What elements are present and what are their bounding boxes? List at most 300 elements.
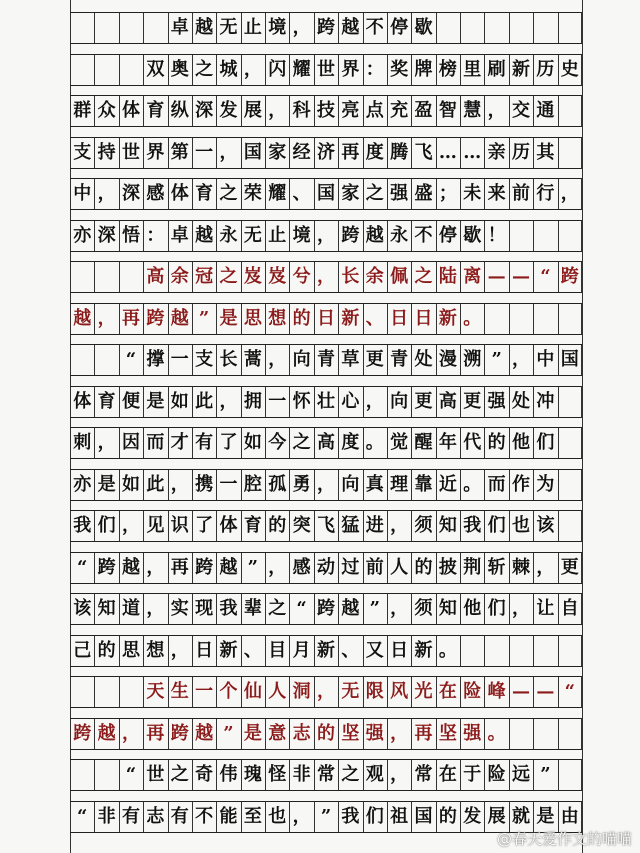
character: 才 bbox=[170, 432, 189, 453]
character: 跨 bbox=[146, 307, 165, 329]
character: 奖 bbox=[390, 58, 409, 80]
character: 在 bbox=[438, 764, 457, 785]
character: 们 bbox=[487, 598, 506, 619]
character: 人 bbox=[390, 556, 409, 578]
text-line bbox=[70, 55, 582, 85]
character: 日 bbox=[195, 639, 214, 661]
character: 有 bbox=[170, 805, 189, 827]
character: ， bbox=[316, 266, 335, 287]
character: 新 bbox=[316, 639, 335, 661]
character: 冠 bbox=[195, 266, 214, 287]
character: 岌 bbox=[243, 266, 262, 287]
character: 、 bbox=[341, 639, 360, 661]
character: 支 bbox=[73, 141, 92, 163]
character: 持 bbox=[97, 141, 116, 163]
character: 、 bbox=[365, 307, 384, 329]
character: 新 bbox=[512, 58, 531, 80]
character: 该 bbox=[73, 598, 92, 619]
text-line bbox=[70, 636, 582, 666]
character: 目 bbox=[268, 639, 287, 661]
character: 歇 bbox=[414, 17, 433, 38]
character: 。 bbox=[487, 722, 506, 744]
character: 他 bbox=[512, 432, 531, 453]
character: 止 bbox=[268, 224, 287, 246]
character: 悟 bbox=[121, 224, 140, 246]
character: 里 bbox=[463, 58, 482, 80]
character: 醒 bbox=[414, 432, 433, 453]
character: — bbox=[512, 266, 531, 287]
character: ， bbox=[292, 805, 311, 827]
character: 越 bbox=[341, 17, 360, 38]
text-line bbox=[70, 304, 582, 334]
character: 前 bbox=[512, 183, 531, 204]
character: 历 bbox=[536, 58, 555, 80]
character: 洞 bbox=[292, 681, 311, 702]
character: 更 bbox=[414, 390, 433, 412]
character: 天 bbox=[146, 681, 165, 702]
character: 展 bbox=[487, 805, 506, 827]
character: 更 bbox=[365, 349, 384, 370]
character: 充 bbox=[390, 100, 409, 121]
character: 道 bbox=[121, 598, 140, 619]
character: 非 bbox=[97, 805, 116, 827]
character: 之 bbox=[365, 183, 384, 204]
character: 进 bbox=[365, 515, 384, 536]
character: 跨 bbox=[316, 598, 335, 619]
character: 是 bbox=[146, 390, 165, 412]
character: ， bbox=[487, 100, 506, 121]
character bbox=[94, 677, 118, 707]
character: 国 bbox=[414, 805, 433, 827]
character: 发 bbox=[463, 805, 482, 827]
character: 停 bbox=[390, 17, 409, 38]
character: “ bbox=[125, 349, 137, 370]
character: 于 bbox=[463, 764, 482, 785]
character: 坚 bbox=[438, 722, 457, 744]
character: 向 bbox=[292, 349, 311, 370]
character: 育 bbox=[243, 515, 262, 536]
character: 处 bbox=[512, 390, 531, 412]
character: 第 bbox=[170, 141, 189, 163]
character: “ bbox=[540, 266, 551, 287]
character: 展 bbox=[243, 100, 262, 121]
character: 强 bbox=[463, 722, 482, 744]
character: 跨 bbox=[560, 266, 579, 287]
character: 真 bbox=[365, 473, 384, 495]
character: 、 bbox=[292, 183, 311, 204]
character bbox=[119, 677, 143, 707]
character: ， bbox=[121, 515, 140, 536]
character: 越 bbox=[195, 17, 214, 38]
character: 一 bbox=[268, 390, 287, 412]
character: 孤 bbox=[268, 473, 287, 495]
character: — bbox=[512, 681, 531, 702]
character: 之 bbox=[268, 598, 287, 619]
character: 世 bbox=[316, 58, 335, 80]
character: 因 bbox=[121, 432, 140, 453]
character: 余 bbox=[170, 266, 189, 287]
character: 刺 bbox=[73, 432, 92, 453]
character: 科 bbox=[292, 100, 311, 121]
text-line bbox=[70, 470, 582, 500]
text-line bbox=[70, 802, 582, 832]
character: 再 bbox=[414, 722, 433, 744]
character: ” bbox=[369, 598, 380, 619]
character bbox=[70, 13, 94, 43]
character: 新 bbox=[414, 639, 433, 661]
character: 之 bbox=[341, 764, 360, 785]
character: 草 bbox=[341, 349, 360, 370]
character: ： bbox=[146, 224, 165, 246]
character: 拥 bbox=[243, 390, 262, 412]
character: 怪 bbox=[268, 764, 287, 785]
character: 怀 bbox=[292, 390, 311, 412]
character: 家 bbox=[268, 141, 287, 163]
character: ， bbox=[268, 100, 287, 121]
character: ” bbox=[540, 764, 551, 785]
character: 飞 bbox=[414, 141, 433, 163]
character: 也 bbox=[268, 805, 287, 827]
character: 光 bbox=[414, 681, 433, 702]
character bbox=[143, 13, 167, 43]
character: 世 bbox=[146, 764, 165, 785]
character: 须 bbox=[414, 515, 433, 536]
character: 刷 bbox=[487, 58, 506, 80]
character: 行 bbox=[536, 183, 555, 204]
character: 新 bbox=[438, 307, 457, 329]
character: “ bbox=[296, 598, 307, 619]
character: 伟 bbox=[219, 764, 238, 785]
character: 体 bbox=[219, 515, 238, 536]
character bbox=[70, 345, 94, 375]
character: … bbox=[438, 141, 457, 163]
character: 通 bbox=[536, 100, 555, 121]
character: 亮 bbox=[341, 100, 360, 121]
character: 坚 bbox=[341, 722, 360, 744]
character: 思 bbox=[243, 307, 262, 329]
character: 前 bbox=[365, 556, 384, 578]
character: ， bbox=[97, 307, 116, 329]
character: 不 bbox=[365, 17, 384, 38]
character: 跨 bbox=[97, 556, 116, 578]
character: 深 bbox=[195, 100, 214, 121]
character: ， bbox=[316, 224, 335, 246]
character: 觉 bbox=[390, 432, 409, 453]
character: 越 bbox=[170, 307, 189, 329]
character: 生 bbox=[170, 681, 189, 702]
character: ， bbox=[512, 349, 531, 370]
character: 了 bbox=[219, 432, 238, 453]
character: 更 bbox=[463, 390, 482, 412]
watermark: @春天爱作文的喵喵 bbox=[496, 830, 632, 848]
character: 来 bbox=[487, 183, 506, 204]
character: 国 bbox=[560, 349, 579, 370]
character: 让 bbox=[536, 598, 555, 619]
text-line bbox=[70, 345, 582, 375]
character: 险 bbox=[463, 681, 482, 702]
character: ， bbox=[268, 349, 287, 370]
character: ， bbox=[219, 141, 238, 163]
character: 一 bbox=[219, 473, 238, 495]
character: 史 bbox=[560, 58, 579, 80]
character: 一 bbox=[195, 681, 214, 702]
character: 漫 bbox=[438, 349, 457, 370]
character: ， bbox=[365, 390, 384, 412]
character: 想 bbox=[146, 639, 165, 661]
character: 识 bbox=[170, 515, 189, 536]
character: 日 bbox=[390, 307, 409, 329]
character: 处 bbox=[414, 349, 433, 370]
character: 度 bbox=[365, 141, 384, 163]
character: 越 bbox=[219, 556, 238, 578]
character: 携 bbox=[195, 473, 214, 495]
character: 仙 bbox=[243, 681, 262, 702]
character: 现 bbox=[195, 598, 214, 619]
character: 我 bbox=[341, 805, 360, 827]
character: 他 bbox=[463, 598, 482, 619]
character: 不 bbox=[414, 224, 433, 246]
character: ” bbox=[491, 349, 502, 370]
character: 越 bbox=[121, 556, 140, 578]
character: 高 bbox=[438, 390, 457, 412]
character: 知 bbox=[97, 598, 116, 619]
character: 越 bbox=[195, 722, 214, 744]
character: 跨 bbox=[170, 722, 189, 744]
character: 强 bbox=[487, 390, 506, 412]
character: 险 bbox=[487, 764, 506, 785]
character: 之 bbox=[170, 764, 189, 785]
character: 发 bbox=[219, 100, 238, 121]
character: 越 bbox=[365, 224, 384, 246]
character: 在 bbox=[438, 681, 457, 702]
character: ， bbox=[536, 556, 555, 578]
character: ， bbox=[390, 764, 409, 785]
character: 飞 bbox=[316, 515, 335, 536]
character: 青 bbox=[316, 349, 335, 370]
character: ， bbox=[560, 183, 579, 204]
character: 我 bbox=[463, 515, 482, 536]
character: ， bbox=[170, 639, 189, 661]
character: 有 bbox=[121, 805, 140, 827]
character: 由 bbox=[560, 805, 579, 827]
character: 们 bbox=[365, 805, 384, 827]
character bbox=[94, 760, 118, 790]
character: ， bbox=[268, 556, 287, 578]
character: 国 bbox=[316, 183, 335, 204]
character: 亦 bbox=[73, 224, 92, 246]
character: 众 bbox=[97, 100, 116, 121]
character: 近 bbox=[438, 473, 457, 495]
character: 境 bbox=[292, 224, 311, 246]
character: 荣 bbox=[243, 183, 262, 204]
character: 再 bbox=[341, 141, 360, 163]
character: 的 bbox=[268, 515, 287, 536]
character: 动 bbox=[316, 556, 335, 578]
character: 是 bbox=[243, 722, 262, 744]
character: ， bbox=[316, 473, 335, 495]
character bbox=[70, 55, 94, 85]
character: 腾 bbox=[390, 141, 409, 163]
character: 未 bbox=[463, 183, 482, 204]
character: 无 bbox=[219, 17, 238, 38]
character: 壮 bbox=[316, 390, 335, 412]
character: 有 bbox=[195, 432, 214, 453]
character: 无 bbox=[341, 681, 360, 702]
character bbox=[94, 55, 118, 85]
character: 勇 bbox=[292, 473, 311, 495]
character: 耀 bbox=[292, 58, 311, 80]
character: 再 bbox=[121, 307, 140, 329]
character: 过 bbox=[341, 556, 360, 578]
character: 作 bbox=[512, 473, 531, 495]
character: 家 bbox=[341, 183, 360, 204]
character: 猛 bbox=[341, 515, 360, 536]
character: 亲 bbox=[487, 141, 506, 163]
character: 人 bbox=[268, 681, 287, 702]
character: 育 bbox=[195, 183, 214, 204]
character: 风 bbox=[390, 681, 409, 702]
character: “ bbox=[77, 805, 88, 827]
character: 至 bbox=[243, 805, 262, 827]
character: 荆 bbox=[463, 556, 482, 578]
character: 腔 bbox=[243, 473, 262, 495]
character: 界 bbox=[341, 58, 360, 80]
text-line bbox=[70, 594, 582, 624]
character: 的 bbox=[316, 722, 335, 744]
character: 就 bbox=[512, 805, 531, 827]
character: 棘 bbox=[512, 556, 531, 578]
character: 理 bbox=[390, 473, 409, 495]
character: 峰 bbox=[487, 681, 506, 702]
character: 此 bbox=[195, 390, 214, 412]
character: 是 bbox=[219, 307, 238, 329]
character: 度 bbox=[341, 432, 360, 453]
character: … bbox=[463, 141, 482, 163]
character: 瑰 bbox=[243, 764, 262, 785]
character: 的 bbox=[292, 307, 311, 329]
character: 榜 bbox=[438, 58, 457, 80]
character: 的 bbox=[414, 556, 433, 578]
character: 日 bbox=[390, 639, 409, 661]
character: 跨 bbox=[73, 722, 92, 744]
character: 越 bbox=[97, 722, 116, 744]
character bbox=[70, 760, 94, 790]
character: 济 bbox=[316, 141, 335, 163]
character: “ bbox=[125, 764, 137, 785]
character: 岌 bbox=[268, 266, 287, 287]
character: 知 bbox=[438, 598, 457, 619]
character: 靠 bbox=[414, 473, 433, 495]
character: 支 bbox=[195, 349, 214, 370]
character: 奥 bbox=[170, 58, 189, 80]
character: 观 bbox=[365, 764, 384, 785]
character: 歇 bbox=[463, 224, 482, 246]
character: 。 bbox=[463, 307, 482, 329]
character: ， bbox=[243, 58, 262, 80]
character: 越 bbox=[195, 224, 214, 246]
character: 的 bbox=[97, 639, 116, 661]
character: 强 bbox=[390, 183, 409, 204]
character: 之 bbox=[414, 266, 433, 287]
character bbox=[94, 13, 118, 43]
character: 牌 bbox=[414, 58, 433, 80]
character: 辈 bbox=[243, 598, 262, 619]
text-line bbox=[70, 428, 582, 458]
character: 此 bbox=[146, 473, 165, 495]
character: 限 bbox=[365, 681, 384, 702]
character: 向 bbox=[341, 473, 360, 495]
character: ， bbox=[292, 17, 311, 38]
character: 体 bbox=[170, 183, 189, 204]
character bbox=[119, 13, 143, 43]
character: 披 bbox=[438, 556, 457, 578]
character: 青 bbox=[390, 349, 409, 370]
character: 见 bbox=[146, 515, 165, 536]
character: 代 bbox=[463, 432, 482, 453]
character: 年 bbox=[438, 432, 457, 453]
character: 便 bbox=[121, 390, 140, 412]
character: 实 bbox=[170, 598, 189, 619]
character: ， bbox=[121, 722, 140, 744]
character: 己 bbox=[73, 639, 92, 661]
character: 陆 bbox=[438, 266, 457, 287]
character: 蒿 bbox=[243, 349, 262, 370]
character: — bbox=[487, 266, 506, 287]
character: 长 bbox=[219, 349, 238, 370]
character: ， bbox=[512, 598, 531, 619]
character: ， bbox=[390, 722, 409, 744]
character: 经 bbox=[292, 141, 311, 163]
character: 佩 bbox=[390, 266, 409, 287]
character: ” bbox=[198, 307, 210, 329]
character: 双 bbox=[146, 58, 165, 80]
character: 育 bbox=[97, 390, 116, 412]
character bbox=[119, 262, 143, 292]
character: 体 bbox=[121, 100, 140, 121]
character: 是 bbox=[536, 805, 555, 827]
character: 纵 bbox=[170, 100, 189, 121]
character: 。 bbox=[463, 473, 482, 495]
character: 思 bbox=[121, 639, 140, 661]
character: 也 bbox=[512, 515, 531, 536]
character: 永 bbox=[219, 224, 238, 246]
character: ： bbox=[365, 58, 384, 80]
character: 兮 bbox=[292, 266, 311, 287]
character: 斩 bbox=[487, 556, 506, 578]
character: 祖 bbox=[390, 805, 409, 827]
character bbox=[119, 55, 143, 85]
character: ， bbox=[390, 598, 409, 619]
text-line bbox=[70, 553, 582, 583]
character: 。 bbox=[438, 639, 457, 661]
character: 闪 bbox=[268, 58, 287, 80]
character: 们 bbox=[97, 515, 116, 536]
character: 停 bbox=[438, 224, 457, 246]
character: 止 bbox=[243, 17, 262, 38]
character: 如 bbox=[170, 390, 189, 412]
character: 群 bbox=[73, 100, 92, 121]
character: 新 bbox=[219, 639, 238, 661]
text-line bbox=[70, 138, 582, 168]
character: 撑 bbox=[146, 349, 165, 370]
character: 国 bbox=[243, 141, 262, 163]
text-line bbox=[70, 387, 582, 417]
character bbox=[70, 677, 94, 707]
character: 非 bbox=[292, 764, 311, 785]
character: 更 bbox=[560, 556, 579, 578]
character: 而 bbox=[146, 432, 165, 453]
character: 感 bbox=[146, 183, 165, 204]
